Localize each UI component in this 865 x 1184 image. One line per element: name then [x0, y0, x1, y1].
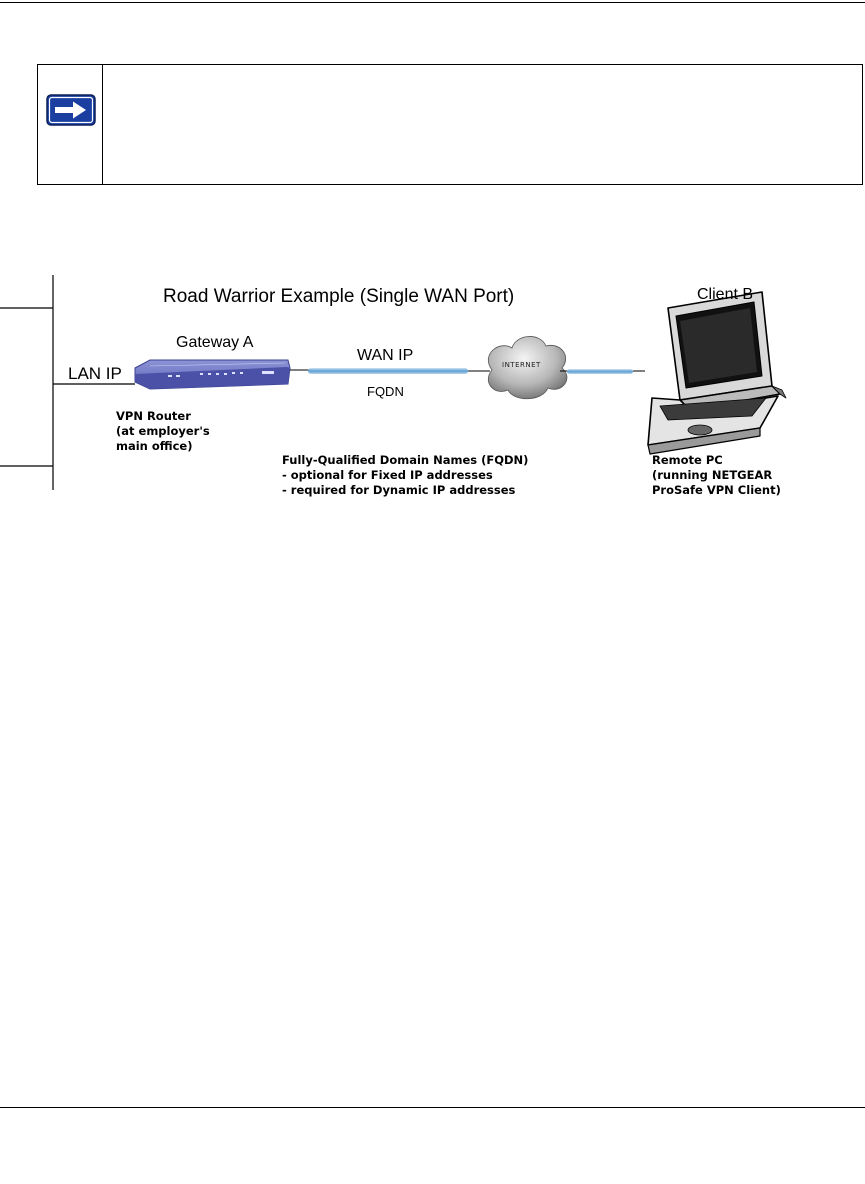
- gateway-description-line: main office): [116, 439, 193, 453]
- gateway-description-line: (at employer's: [116, 424, 210, 438]
- fqdn-label: FQDN: [367, 384, 404, 399]
- laptop-device: [648, 292, 786, 454]
- lan-ip-label: LAN IP: [68, 364, 122, 383]
- client-description: [652, 453, 781, 498]
- road-warrior-diagram: [0, 270, 865, 520]
- right-arrow-icon: [46, 94, 96, 126]
- client-link: [567, 369, 633, 374]
- note-box: [37, 64, 863, 185]
- header-rule: [0, 2, 865, 3]
- client-title: Client B: [697, 286, 754, 303]
- note-divider: [102, 65, 103, 184]
- client-description-line: (running NETGEAR: [652, 468, 773, 482]
- footer-rule: [0, 1107, 865, 1108]
- client-description-line: Remote PC: [652, 453, 723, 467]
- fqdn-note-line: Fully-Qualified Domain Names (FQDN): [282, 453, 529, 467]
- fqdn-note-line: - required for Dynamic IP addresses: [282, 483, 516, 497]
- router-device: [135, 360, 290, 389]
- fqdn-note-line: - optional for Fixed IP addresses: [282, 468, 493, 482]
- gateway-description-line: VPN Router: [116, 409, 191, 423]
- fqdn-note: [282, 453, 528, 498]
- wan-ip-label: WAN IP: [357, 347, 414, 364]
- wan-link: [308, 368, 468, 374]
- gateway-title: Gateway A: [176, 334, 254, 351]
- diagram-title: Road Warrior Example (Single WAN Port): [163, 286, 515, 307]
- internet-label: INTERNET: [502, 361, 541, 369]
- gateway-description: [116, 409, 210, 454]
- client-description-line: ProSafe VPN Client): [652, 483, 781, 497]
